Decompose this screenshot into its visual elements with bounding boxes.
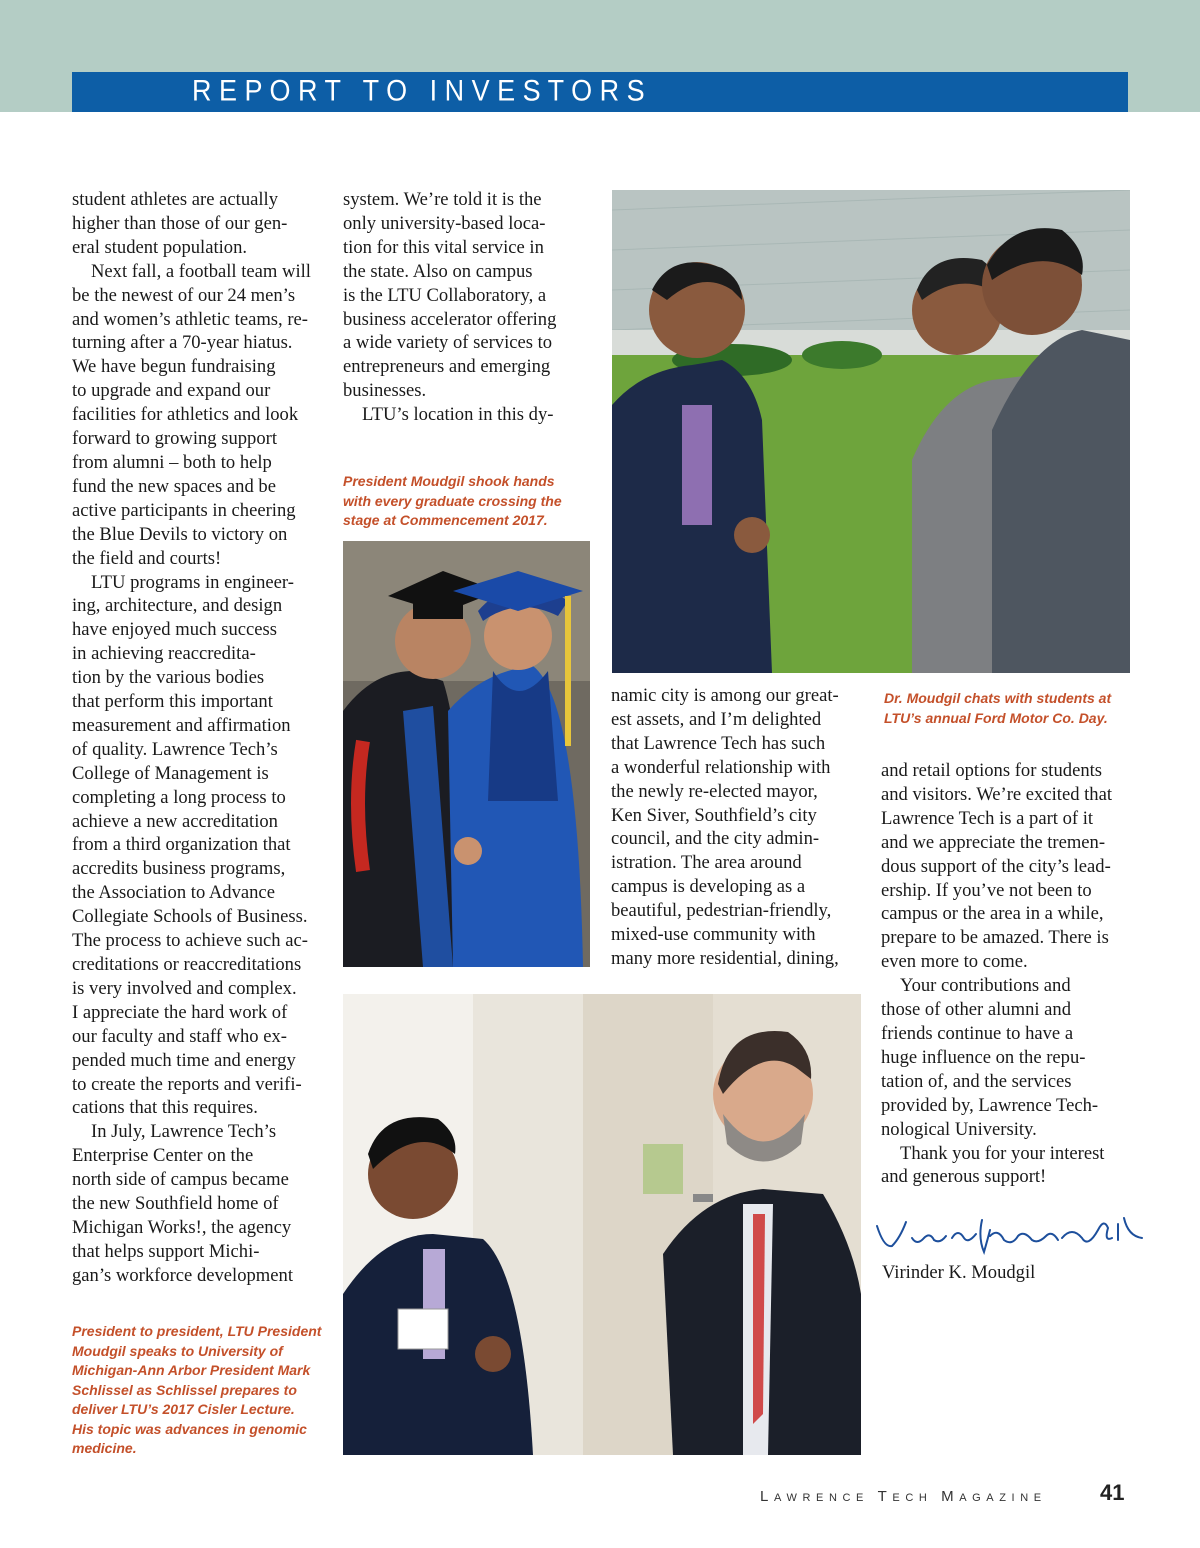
body-text-line: Lawrence Tech is a part of it bbox=[881, 807, 1094, 829]
body-text-line: We have begun fundraising bbox=[72, 356, 276, 378]
body-text-line: to create the reports and verifi- bbox=[72, 1073, 302, 1095]
body-text-line: I appreciate the hard work of bbox=[72, 1001, 288, 1023]
body-text-line: even more to come. bbox=[881, 951, 1028, 973]
caption-line: Dr. Moudgil chats with students at bbox=[884, 690, 1112, 706]
body-text-line: of quality. Lawrence Tech’s bbox=[72, 738, 278, 760]
body-text-line: be the newest of our 24 men’s bbox=[72, 284, 296, 306]
body-column-4 bbox=[881, 759, 1131, 1189]
body-text-line: only university-based loca- bbox=[343, 212, 546, 234]
body-text-line: our faculty and staff who ex- bbox=[72, 1025, 287, 1047]
body-text-line: cations that this requires. bbox=[72, 1097, 258, 1119]
body-text-line: entrepreneurs and emerging bbox=[343, 356, 551, 378]
body-text-line: and we appreciate the tremen- bbox=[881, 831, 1106, 853]
body-text-line: Your contributions and bbox=[900, 975, 1071, 997]
body-text-line: College of Management is bbox=[72, 762, 269, 784]
body-text-line: from a third organization that bbox=[72, 834, 291, 856]
body-column-1 bbox=[72, 188, 334, 1288]
body-text-line: huge influence on the repu- bbox=[881, 1046, 1086, 1068]
body-text-line: business accelerator offering bbox=[343, 308, 557, 330]
caption-ford-day bbox=[884, 689, 1134, 728]
body-text-line: Ken Siver, Southfield’s city bbox=[611, 804, 817, 826]
body-text-line: is very involved and complex. bbox=[72, 977, 297, 999]
body-text-line: north side of campus became bbox=[72, 1169, 289, 1191]
signature-image bbox=[872, 1208, 1152, 1263]
body-text-line: businesses. bbox=[343, 380, 427, 402]
body-text-line: beautiful, pedestrian-friendly, bbox=[611, 900, 832, 922]
caption-line: Michigan-Ann Arbor President Mark bbox=[72, 1362, 311, 1378]
body-text-line: the Association to Advance bbox=[72, 882, 275, 904]
body-text-line: tion by the various bodies bbox=[72, 667, 265, 689]
caption-line: Moudgil speaks to University of bbox=[72, 1342, 283, 1359]
footer-word: LAWRENCE bbox=[760, 1488, 869, 1505]
body-text-line: achieve a new accreditation bbox=[72, 810, 278, 832]
body-text-line: the field and courts! bbox=[72, 547, 222, 569]
body-text-line: to upgrade and expand our bbox=[72, 380, 271, 402]
body-text-line: mixed-use community with bbox=[611, 924, 816, 946]
body-text-line: eral student population. bbox=[72, 236, 248, 258]
body-text-line: and retail options for students bbox=[881, 760, 1103, 781]
body-text-line: is the LTU Collaboratory, a bbox=[343, 284, 547, 306]
photo-ford-day bbox=[612, 190, 1130, 673]
caption-line: His topic was advances in genomic bbox=[72, 1420, 307, 1437]
body-text-line: student athletes are actually bbox=[72, 189, 278, 210]
body-text-line: and visitors. We’re excited that bbox=[881, 783, 1113, 805]
body-text-line: Next fall, a football team will bbox=[91, 260, 311, 282]
caption-line: with every graduate crossing the bbox=[343, 492, 562, 509]
body-text-line: nological University. bbox=[881, 1118, 1037, 1140]
body-text-line: Michigan Works!, the agency bbox=[72, 1216, 292, 1238]
body-text-line: dous support of the city’s lead- bbox=[881, 855, 1111, 877]
body-text-line: Collegiate Schools of Business. bbox=[72, 906, 308, 928]
body-text-line: tation of, and the services bbox=[881, 1070, 1072, 1092]
caption-cisler-lecture bbox=[72, 1322, 332, 1459]
caption-line: deliver LTU’s 2017 Cisler Lecture. bbox=[72, 1401, 295, 1417]
caption-line: President to president, LTU President bbox=[72, 1323, 322, 1339]
body-text-line: accredits business programs, bbox=[72, 858, 286, 880]
body-text-line: LTU programs in engineer- bbox=[91, 571, 294, 593]
body-text-line: the Blue Devils to victory on bbox=[72, 523, 288, 545]
body-text-line: a wonderful relationship with bbox=[611, 756, 831, 778]
footer-word: TECH bbox=[877, 1488, 933, 1505]
photo-cisler-lecture bbox=[343, 994, 861, 1455]
section-header-bar bbox=[72, 72, 1128, 112]
body-text-line: in achieving reaccredita- bbox=[72, 643, 256, 665]
body-text-line: friends continue to have a bbox=[881, 1022, 1074, 1044]
body-column-3 bbox=[611, 684, 861, 971]
body-text-line: many more residential, dining, bbox=[611, 947, 839, 969]
section-title: R E P O R T T O I N V E S T O R S bbox=[192, 74, 645, 108]
caption-line: medicine. bbox=[72, 1440, 137, 1456]
body-text-line: In July, Lawrence Tech’s bbox=[91, 1121, 277, 1143]
body-text-line: have enjoyed much success bbox=[72, 619, 277, 641]
body-text-line: measurement and affirmation bbox=[72, 714, 291, 736]
body-text-line: that perform this important bbox=[72, 691, 273, 713]
body-text-line: est assets, and I’m delighted bbox=[611, 708, 822, 730]
caption-line: President Moudgil shook hands bbox=[343, 473, 555, 489]
body-text-line: The process to achieve such ac- bbox=[72, 930, 308, 952]
body-text-line: and generous support! bbox=[881, 1166, 1047, 1188]
body-text-line: istration. The area around bbox=[611, 852, 802, 874]
body-text-line: turning after a 70-year hiatus. bbox=[72, 332, 293, 354]
body-text-line: ership. If you’ve not been to bbox=[881, 879, 1092, 901]
body-text-line: that helps support Michi- bbox=[72, 1240, 260, 1262]
body-text-line: Thank you for your interest bbox=[900, 1142, 1105, 1164]
body-text-line: from alumni – both to help bbox=[72, 451, 272, 473]
body-text-line: Enterprise Center on the bbox=[72, 1145, 254, 1167]
body-text-line: and women’s athletic teams, re- bbox=[72, 308, 308, 330]
signer-name: Virinder K. Moudgil bbox=[882, 1262, 1036, 1283]
body-text-line: pended much time and energy bbox=[72, 1049, 296, 1071]
body-text-line: system. We’re told it is the bbox=[343, 189, 542, 210]
caption-line: Schlissel as Schlissel prepares to bbox=[72, 1381, 297, 1398]
body-text-line: gan’s workforce development bbox=[72, 1264, 293, 1286]
body-text-line: the state. Also on campus bbox=[343, 260, 533, 282]
body-text-line: creditations or reaccreditations bbox=[72, 954, 302, 975]
body-text-line: prepare to be amazed. There is bbox=[881, 927, 1109, 949]
body-text-line: provided by, Lawrence Tech- bbox=[881, 1094, 1099, 1116]
photo-commencement bbox=[343, 541, 590, 967]
body-text-line: LTU’s location in this dy- bbox=[362, 404, 554, 426]
caption-line: stage at Commencement 2017. bbox=[343, 512, 548, 528]
body-text-line: forward to growing support bbox=[72, 428, 278, 450]
body-text-line: ing, architecture, and design bbox=[72, 595, 283, 617]
body-text-line: that Lawrence Tech has such bbox=[611, 732, 826, 754]
footer-word: MAGAZINE bbox=[941, 1488, 1047, 1505]
page-number: 41 bbox=[1100, 1480, 1125, 1505]
body-text-line: those of other alumni and bbox=[881, 999, 1072, 1021]
body-text-line: a wide variety of services to bbox=[343, 332, 553, 354]
body-text-line: completing a long process to bbox=[72, 786, 286, 808]
body-text-line: tion for this vital service in bbox=[343, 236, 544, 258]
body-column-2 bbox=[343, 188, 583, 427]
body-text-line: facilities for athletics and look bbox=[72, 404, 299, 426]
body-text-line: the newly re-elected mayor, bbox=[611, 780, 818, 802]
body-text-line: the new Southfield home of bbox=[72, 1193, 279, 1215]
body-text-line: campus or the area in a while, bbox=[881, 903, 1104, 925]
caption-commencement bbox=[343, 472, 593, 531]
body-text-line: fund the new spaces and be bbox=[72, 475, 276, 497]
caption-line: LTU’s annual Ford Motor Co. Day. bbox=[884, 709, 1108, 726]
body-text-line: campus is developing as a bbox=[611, 876, 806, 898]
body-text-line: active participants in cheering bbox=[72, 499, 296, 521]
footer-magazine-name bbox=[760, 1488, 1047, 1505]
body-text-line: namic city is among our great- bbox=[611, 685, 839, 706]
body-text-line: higher than those of our gen- bbox=[72, 212, 288, 234]
body-text-line: council, and the city admin- bbox=[611, 828, 820, 850]
